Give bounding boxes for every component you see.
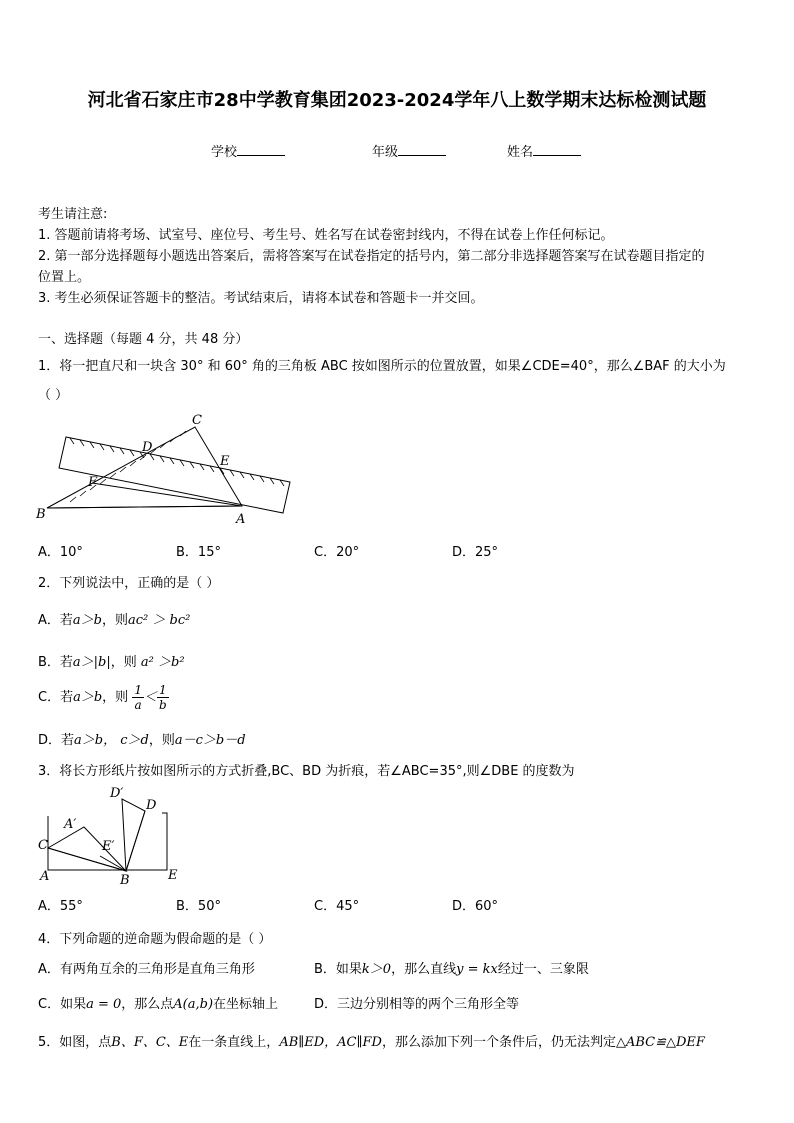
q2-d-concl: a－c＞b－d [174, 733, 246, 748]
q2-c-frac-a [132, 683, 144, 712]
q3-label-b: B [120, 873, 130, 886]
grade-label: 年级 [372, 145, 399, 160]
q2-a-prefix: A．若 [38, 613, 73, 628]
q1-option-b[interactable]: B．15° [176, 545, 221, 560]
q2-c-frac-b [157, 683, 169, 712]
q3-label-eprime: E′ [102, 839, 115, 854]
notice-item-2: 2. 第一部分选择题每小题选出答案后，需将答案写在试卷指定的括号内，第二部分非选择题答案写在试卷题目指定的 [38, 249, 705, 264]
notice-item-1: 1. 答题前请将考场、试室号、座位号、考生号、姓名写在试卷密封线内，不得在试卷上作任何标记。 [38, 228, 614, 243]
q3-figure [32, 782, 192, 886]
q4-c-math2: A(a,b) [173, 997, 214, 1012]
q5-mid1: 在一条直线上， [188, 1035, 280, 1050]
q4-b-math2: y = kx [456, 962, 498, 977]
q3-label-a: A [40, 869, 50, 884]
q5-stem [38, 1031, 705, 1050]
q3-label-dprime: D′ [110, 786, 124, 801]
school-label: 学校 [211, 145, 238, 160]
q5-parallel: AB∥ED，AC∥FD [279, 1035, 382, 1050]
q1-label-e: E [220, 454, 230, 469]
q1-option-a[interactable]: A．10° [38, 545, 83, 560]
q2-a-cond: a＞b [72, 613, 102, 628]
q3-label-c: C [38, 838, 48, 853]
q2-b-concl: a² ＞b² [140, 655, 185, 670]
q4-c-mid: ，那么点 [121, 997, 174, 1012]
q3-option-d[interactable]: D．60° [452, 899, 499, 914]
q2-c-frac-a-num: 1 [134, 683, 142, 697]
q4-b-math: k＞0 [361, 962, 392, 977]
q1-label-c: C [192, 413, 202, 428]
q5-triangles: △ABC≌△DEF [615, 1035, 705, 1050]
name-blank[interactable] [533, 143, 581, 156]
q3-label-aprime: A′ [64, 817, 77, 832]
q3-label-d: D [146, 798, 157, 813]
q3-stem: 3．将长方形纸片按如图所示的方式折叠,BC、BD 为折痕，若∠ABC=35°,则∠DBE 的度数为 [38, 764, 575, 779]
q5-pre: 5．如图，点 [38, 1035, 112, 1050]
q2-c-prefix: C．若 [38, 690, 74, 705]
q2-a-mid: ，则 [101, 613, 128, 628]
q4-option-b[interactable] [314, 958, 589, 977]
name-label: 姓名 [507, 145, 534, 160]
q5-mid2: ，那么添加下列一个条件后，仍无法判定 [381, 1035, 616, 1050]
q4-c-pre: C．如果 [38, 997, 87, 1012]
q2-option-d[interactable] [38, 729, 246, 748]
q1-label-b: B [36, 507, 46, 522]
q4-option-d[interactable]: D．三边分别相等的两个三角形全等 [314, 997, 520, 1012]
q1-option-d[interactable]: D．25° [452, 545, 499, 560]
q2-d-cond: a＞b， c＞d [74, 733, 149, 748]
name-field[interactable] [507, 141, 581, 160]
q1-label-d: D [142, 440, 153, 455]
school-field[interactable] [211, 141, 285, 160]
q4-c-math: a = 0 [86, 997, 122, 1012]
q2-c-frac-b-num: 1 [157, 683, 169, 698]
q2-a-concl: ac² ＞ bc² [128, 613, 191, 628]
school-blank[interactable] [237, 143, 285, 156]
section-heading: 一、选择题（每题 4 分，共 48 分） [38, 332, 249, 347]
q2-option-c[interactable] [38, 683, 169, 712]
q1-label-a: A [236, 512, 246, 527]
q4-c-post: 在坐标轴上 [213, 997, 279, 1012]
q5-points: B、F、C、E [111, 1035, 189, 1050]
q2-c-cond: a＞b [73, 690, 103, 705]
q1-label-f: F [88, 475, 98, 490]
q2-c-frac-a-den: a [134, 698, 142, 712]
q1-option-c[interactable]: C．20° [314, 545, 360, 560]
q3-option-a[interactable]: A．55° [38, 899, 83, 914]
q1-stem: 1．将一把直尺和一块含 30° 和 60° 角的三角板 ABC 按如图所示的位置放置，如果∠CDE=40°，那么∠BAF 的大小为 [38, 359, 726, 374]
q4-option-c[interactable] [38, 993, 278, 1012]
q3-option-b[interactable]: B．50° [176, 899, 221, 914]
q4-option-a[interactable]: A．有两角互余的三角形是直角三角形 [38, 962, 255, 977]
q2-c-mid: ，则 [102, 690, 129, 705]
q4-b-pre: B．如果 [314, 962, 362, 977]
page-title: 河北省石家庄市28中学教育集团2023-2024学年八上数学期末达标检测试题 [87, 90, 707, 111]
q2-c-frac-b-den: b [158, 698, 167, 712]
q2-option-a[interactable] [38, 609, 190, 628]
q2-b-mid: ，则 [110, 655, 141, 670]
q2-option-b[interactable] [38, 651, 185, 670]
notice-item-3: 3. 考生必须保证答题卡的整洁。考试结束后，请将本试卷和答题卡一并交回。 [38, 291, 484, 306]
notice-item-2-cont: 位置上。 [38, 270, 91, 285]
grade-field[interactable] [372, 141, 446, 160]
q4-b-post: 经过一、三象限 [497, 962, 589, 977]
q1-figure [30, 405, 300, 530]
grade-blank[interactable] [398, 143, 446, 156]
q2-b-prefix: B．若 [38, 655, 73, 670]
q3-option-c[interactable]: C．45° [314, 899, 360, 914]
notice-heading: 考生请注意: [38, 207, 108, 222]
q1-paren: （ ） [38, 388, 69, 403]
q4-b-mid: ，那么直线 [391, 962, 457, 977]
q2-b-cond: a＞|b| [72, 655, 111, 670]
q3-label-e: E [168, 868, 178, 883]
q4-stem: 4．下列命题的逆命题为假命题的是（ ） [38, 932, 272, 947]
q2-d-mid: ，则 [148, 733, 175, 748]
q2-c-lt: ＜ [143, 690, 157, 705]
q2-d-prefix: D．若 [38, 733, 75, 748]
q2-stem: 2．下列说法中，正确的是（ ） [38, 576, 220, 591]
